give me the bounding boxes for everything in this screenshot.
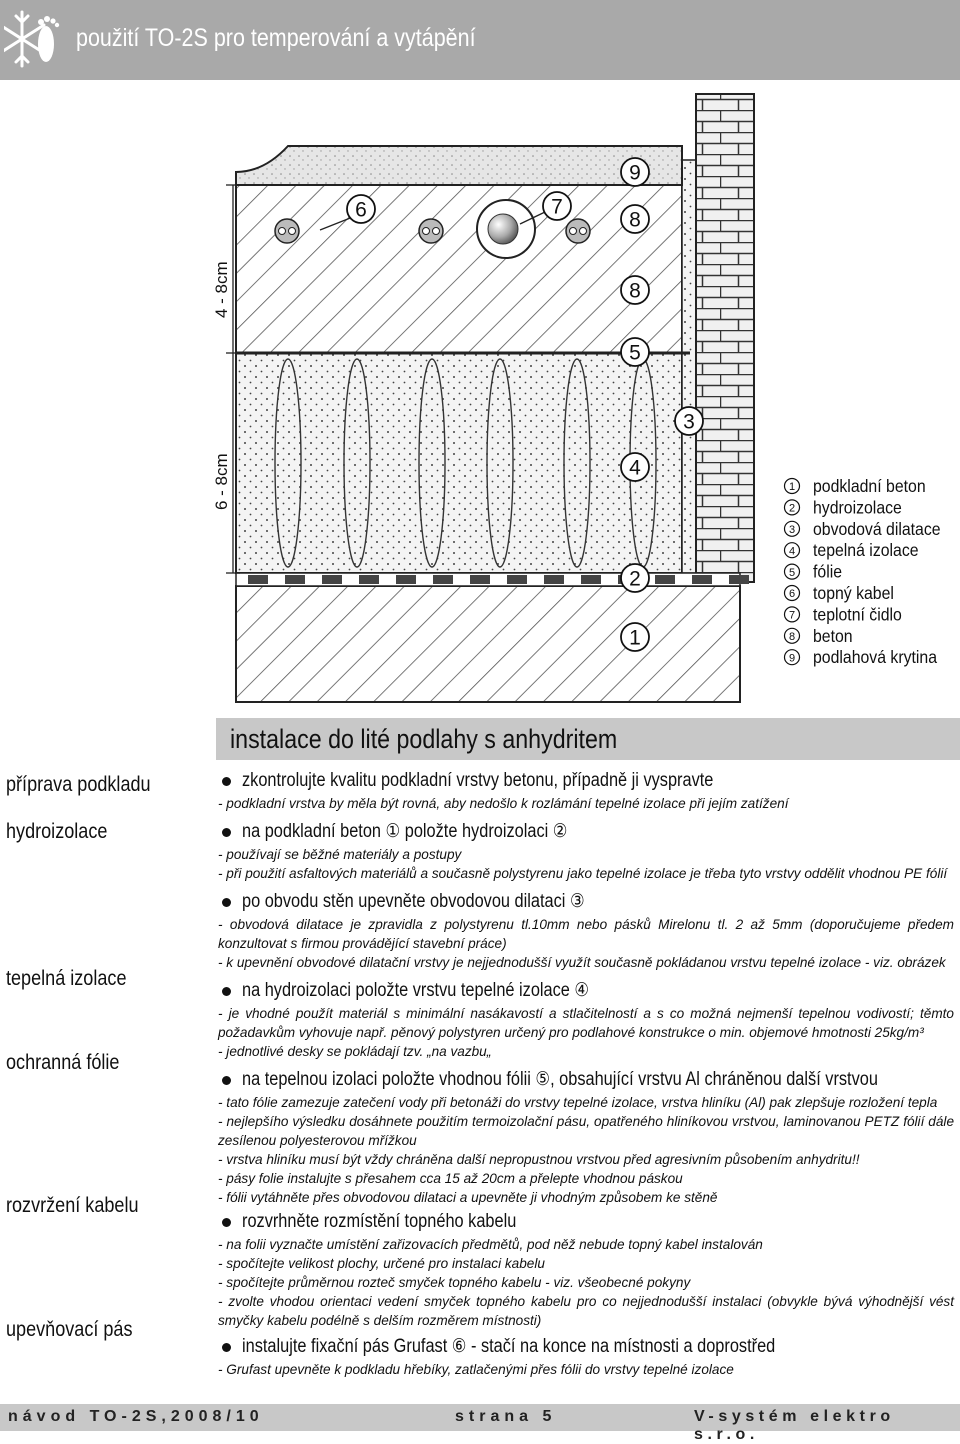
legend-item (785, 604, 902, 624)
svg-text:1: 1 (629, 626, 641, 650)
marker-4 (621, 453, 649, 481)
svg-text:2: 2 (788, 502, 796, 515)
step-4 (216, 978, 954, 1061)
legend-item (785, 519, 941, 539)
dimension-bottom-label: 6 - 8cm (212, 453, 231, 510)
subfloor-concrete (236, 586, 740, 702)
waterproofing-dash (581, 575, 601, 584)
svg-text:5: 5 (788, 566, 796, 579)
waterproofing-dash (692, 575, 712, 584)
step-5-note: - vrstva hliníku musí být vždy chráněna další nepropustnou vrstvou před agresivním působením anhydritu!! (218, 1152, 860, 1167)
step-7-title: instalujte fixační pás Grufast ⑥ - stačí na konce na místnosti a doprostřed (242, 1336, 776, 1357)
step-1-note: - podkladní vrstva by měla být rovná, aby nedošlo k rozlámání tepelné izolace při jejím zatížení (218, 796, 789, 811)
waterproofing-dash (729, 575, 749, 584)
footer-page-number: strana 5 (455, 1408, 557, 1425)
step-6 (216, 1209, 954, 1330)
marker-6 (347, 195, 375, 223)
page-title: použití TO-2S pro temperování a vytápění (76, 24, 476, 52)
step-2-note: - při použití asfaltových materiálů a současně polystyrenu jako tepelné izolace je třeba tyto vrstvy oddělit vhodnou PE fólií (218, 866, 948, 881)
legend-item (785, 497, 902, 517)
step-5-title: na tepelnou izolaci položte vhodnou fólii ⑤, obsahující vrstvu Al chráněnou další vrstvou (242, 1069, 878, 1090)
svg-text:6: 6 (788, 588, 796, 601)
legend-item (785, 626, 853, 646)
waterproofing-dash (248, 575, 268, 584)
svg-text:podlahová krytina: podlahová krytina (813, 647, 938, 668)
marker-2 (621, 564, 649, 592)
svg-text:4: 4 (788, 545, 796, 558)
svg-text:9: 9 (788, 652, 796, 665)
step-5-note: - pásy folie instalujte s přesahem cca 15 až 20cm a přelepte vhodnou páskou (218, 1171, 683, 1186)
step-3-note: - k upevnění obvodové dilatační vrstvy je nejjednodušší využít současně pokládanou vrstvu tepelné izolace - viz. obrázek (218, 955, 946, 970)
marker-8 (621, 276, 649, 304)
footer-document-name: návod TO-2S,2008/10 (8, 1408, 264, 1425)
sidebar-label-priprava: příprava podkladu (6, 773, 151, 796)
svg-text:obvodová dilatace: obvodová dilatace (813, 518, 941, 540)
marker-9 (621, 158, 649, 186)
waterproofing-dash (470, 575, 490, 584)
legend-item (785, 540, 919, 560)
step-3 (216, 889, 954, 972)
marker-5 (621, 338, 649, 366)
legend-item (785, 476, 926, 496)
marker-1 (621, 623, 649, 651)
step-2 (216, 819, 954, 883)
step-7 (216, 1334, 954, 1379)
svg-text:3: 3 (788, 524, 796, 536)
waterproofing-dash (396, 575, 416, 584)
floor-section-diagram (0, 80, 960, 705)
sidebar-label-rozvrzeni-kabelu: rozvržení kabelu (6, 1194, 139, 1217)
svg-text:podkladní beton: podkladní beton (813, 476, 926, 497)
step-6-note: - na folii vyznačte umístění zařizovacích předmětů, pod něž nebude topný kabel instalován (218, 1237, 763, 1252)
svg-text:8: 8 (629, 279, 641, 303)
svg-text:6: 6 (355, 198, 367, 222)
svg-text:8: 8 (629, 208, 641, 232)
svg-text:7: 7 (551, 195, 563, 219)
svg-text:8: 8 (788, 631, 796, 643)
marker-8 (621, 205, 649, 233)
svg-text:teplotní čidlo: teplotní čidlo (813, 604, 902, 625)
waterproofing-dash (507, 575, 527, 584)
svg-text:tepelná izolace: tepelná izolace (813, 540, 919, 561)
section-title: instalace do lité podlahy s anhydritem (230, 724, 618, 754)
step-1-title: zkontrolujte kvalitu podkladní vrstvy betonu, případně ji vyspravte (242, 770, 714, 791)
step-1 (216, 768, 954, 813)
insulation-layer (236, 353, 682, 573)
svg-text:5: 5 (629, 341, 641, 365)
snowflake-foot-logo-icon (4, 4, 64, 74)
sidebar-label-hydroizolace: hydroizolace (6, 820, 108, 843)
step-7-note: - Grufast upevněte k podkladu hřebíky, zatlačenými přes fólii do vrstvy tepelné izolace (218, 1362, 734, 1377)
step-6-note: - spočítejte velikost plochy, určené pro instalaci kabelu (218, 1256, 545, 1271)
footer-company: V-systém elektro s.r.o. (694, 1408, 895, 1443)
step-4-title: na hydroizolaci položte vrstvu tepelné izolace ④ (242, 980, 590, 1001)
step-5-note: - fólii vytáhněte přes obvodovou dilataci a upevněte ji vhodným způsobem ke stěně (218, 1190, 718, 1205)
waterproofing-dash (433, 575, 453, 584)
legend-item (785, 583, 894, 603)
step-4-note: - je vhodné použít materiál s minimální nasákavostí a stlačitelností a s co možná nejmenší tepelnou vodivostí; těmto požadavkům vyhovuje např. pěnový polystyren určený pro podlahové konstrukce o min. objemové hmotnosti 25kg/m³ (218, 1006, 954, 1040)
svg-text:1: 1 (788, 481, 796, 494)
legend-item (785, 562, 843, 582)
step-6-title: rozvrhněte rozmístění topného kabelu (242, 1211, 517, 1232)
diagram-legend (785, 476, 941, 667)
page-footer (0, 1404, 960, 1443)
step-6-note: - zvolte vhodou orientaci vedení smyček topného kabelu pro co nejjednodušší instalaci (obvykle bývá výhodnější vést smyčky kabelu podélně s delším rozměrem místnosti) (218, 1294, 954, 1328)
step-3-note: - obvodová dilatace je zpravidla z polystyrenu tl.10mm nebo pásků Mirelonu tl. 2 až 5mm (doporučujeme předem konzultovat s firmou provádějící stavební práce) (218, 917, 954, 951)
step-3-title: po obvodu stěn upevněte obvodovou dilataci ③ (242, 891, 585, 912)
marker-7 (543, 192, 571, 220)
instructions (216, 768, 954, 1379)
svg-text:7: 7 (788, 609, 796, 622)
svg-text:3: 3 (683, 410, 695, 434)
waterproofing-dash (655, 575, 675, 584)
svg-text:2: 2 (629, 567, 641, 591)
marker-3 (675, 407, 703, 435)
svg-text:4: 4 (629, 456, 641, 480)
dimension-top-label: 4 - 8cm (212, 261, 231, 318)
step-5-note: - tato fólie zamezuje zatečení vody při betonáži do vrstvy tepelné izolace, vrstva hliníku (Al) pak zlepšuje rozložení tepla (218, 1095, 938, 1110)
step-2-note: - používají se běžné materiály a postupy (218, 847, 462, 862)
section-title-bar (216, 718, 960, 760)
step-4-note: - jednotlivé desky se pokládají tzv. „na vazbu„ (218, 1044, 492, 1059)
waterproofing-dash (285, 575, 305, 584)
sidebar-label-upevnovaci-pas: upevňovací pás (6, 1318, 133, 1341)
temperature-sensor-icon (488, 214, 518, 244)
sidebar-label-ochranna-folie: ochranná fólie (6, 1051, 120, 1074)
step-5 (216, 1067, 954, 1207)
page-header (0, 0, 960, 80)
brick-wall (696, 94, 754, 582)
waterproofing-dash (359, 575, 379, 584)
screed-layer (236, 185, 682, 353)
svg-text:9: 9 (629, 161, 641, 185)
legend-item (785, 647, 938, 667)
svg-text:hydroizolace: hydroizolace (813, 497, 902, 518)
waterproofing-dash (544, 575, 564, 584)
svg-text:topný kabel: topný kabel (813, 583, 894, 604)
floor-covering (236, 146, 682, 185)
svg-text:fólie: fólie (813, 561, 843, 582)
step-6-note: - spočítejte průměrnou rozteč smyček topného kabelu - viz. všeobecné pokyny (218, 1275, 691, 1290)
waterproofing-dash (322, 575, 342, 584)
sidebar-label-tepelna-izolace: tepelná izolace (6, 967, 127, 990)
step-2-title: na podkladní beton ① položte hydroizolaci ② (242, 821, 568, 842)
perimeter-dilatation (682, 160, 696, 573)
svg-text:beton: beton (813, 625, 853, 647)
step-5-note: - nejlepšího výsledku dosáhnete použitím termoizolační pásu, opatřeného hliníkovou vrstvou, laminovanou PETZ fólií dále zesílenou polyesterovou mřížkou (218, 1114, 954, 1148)
